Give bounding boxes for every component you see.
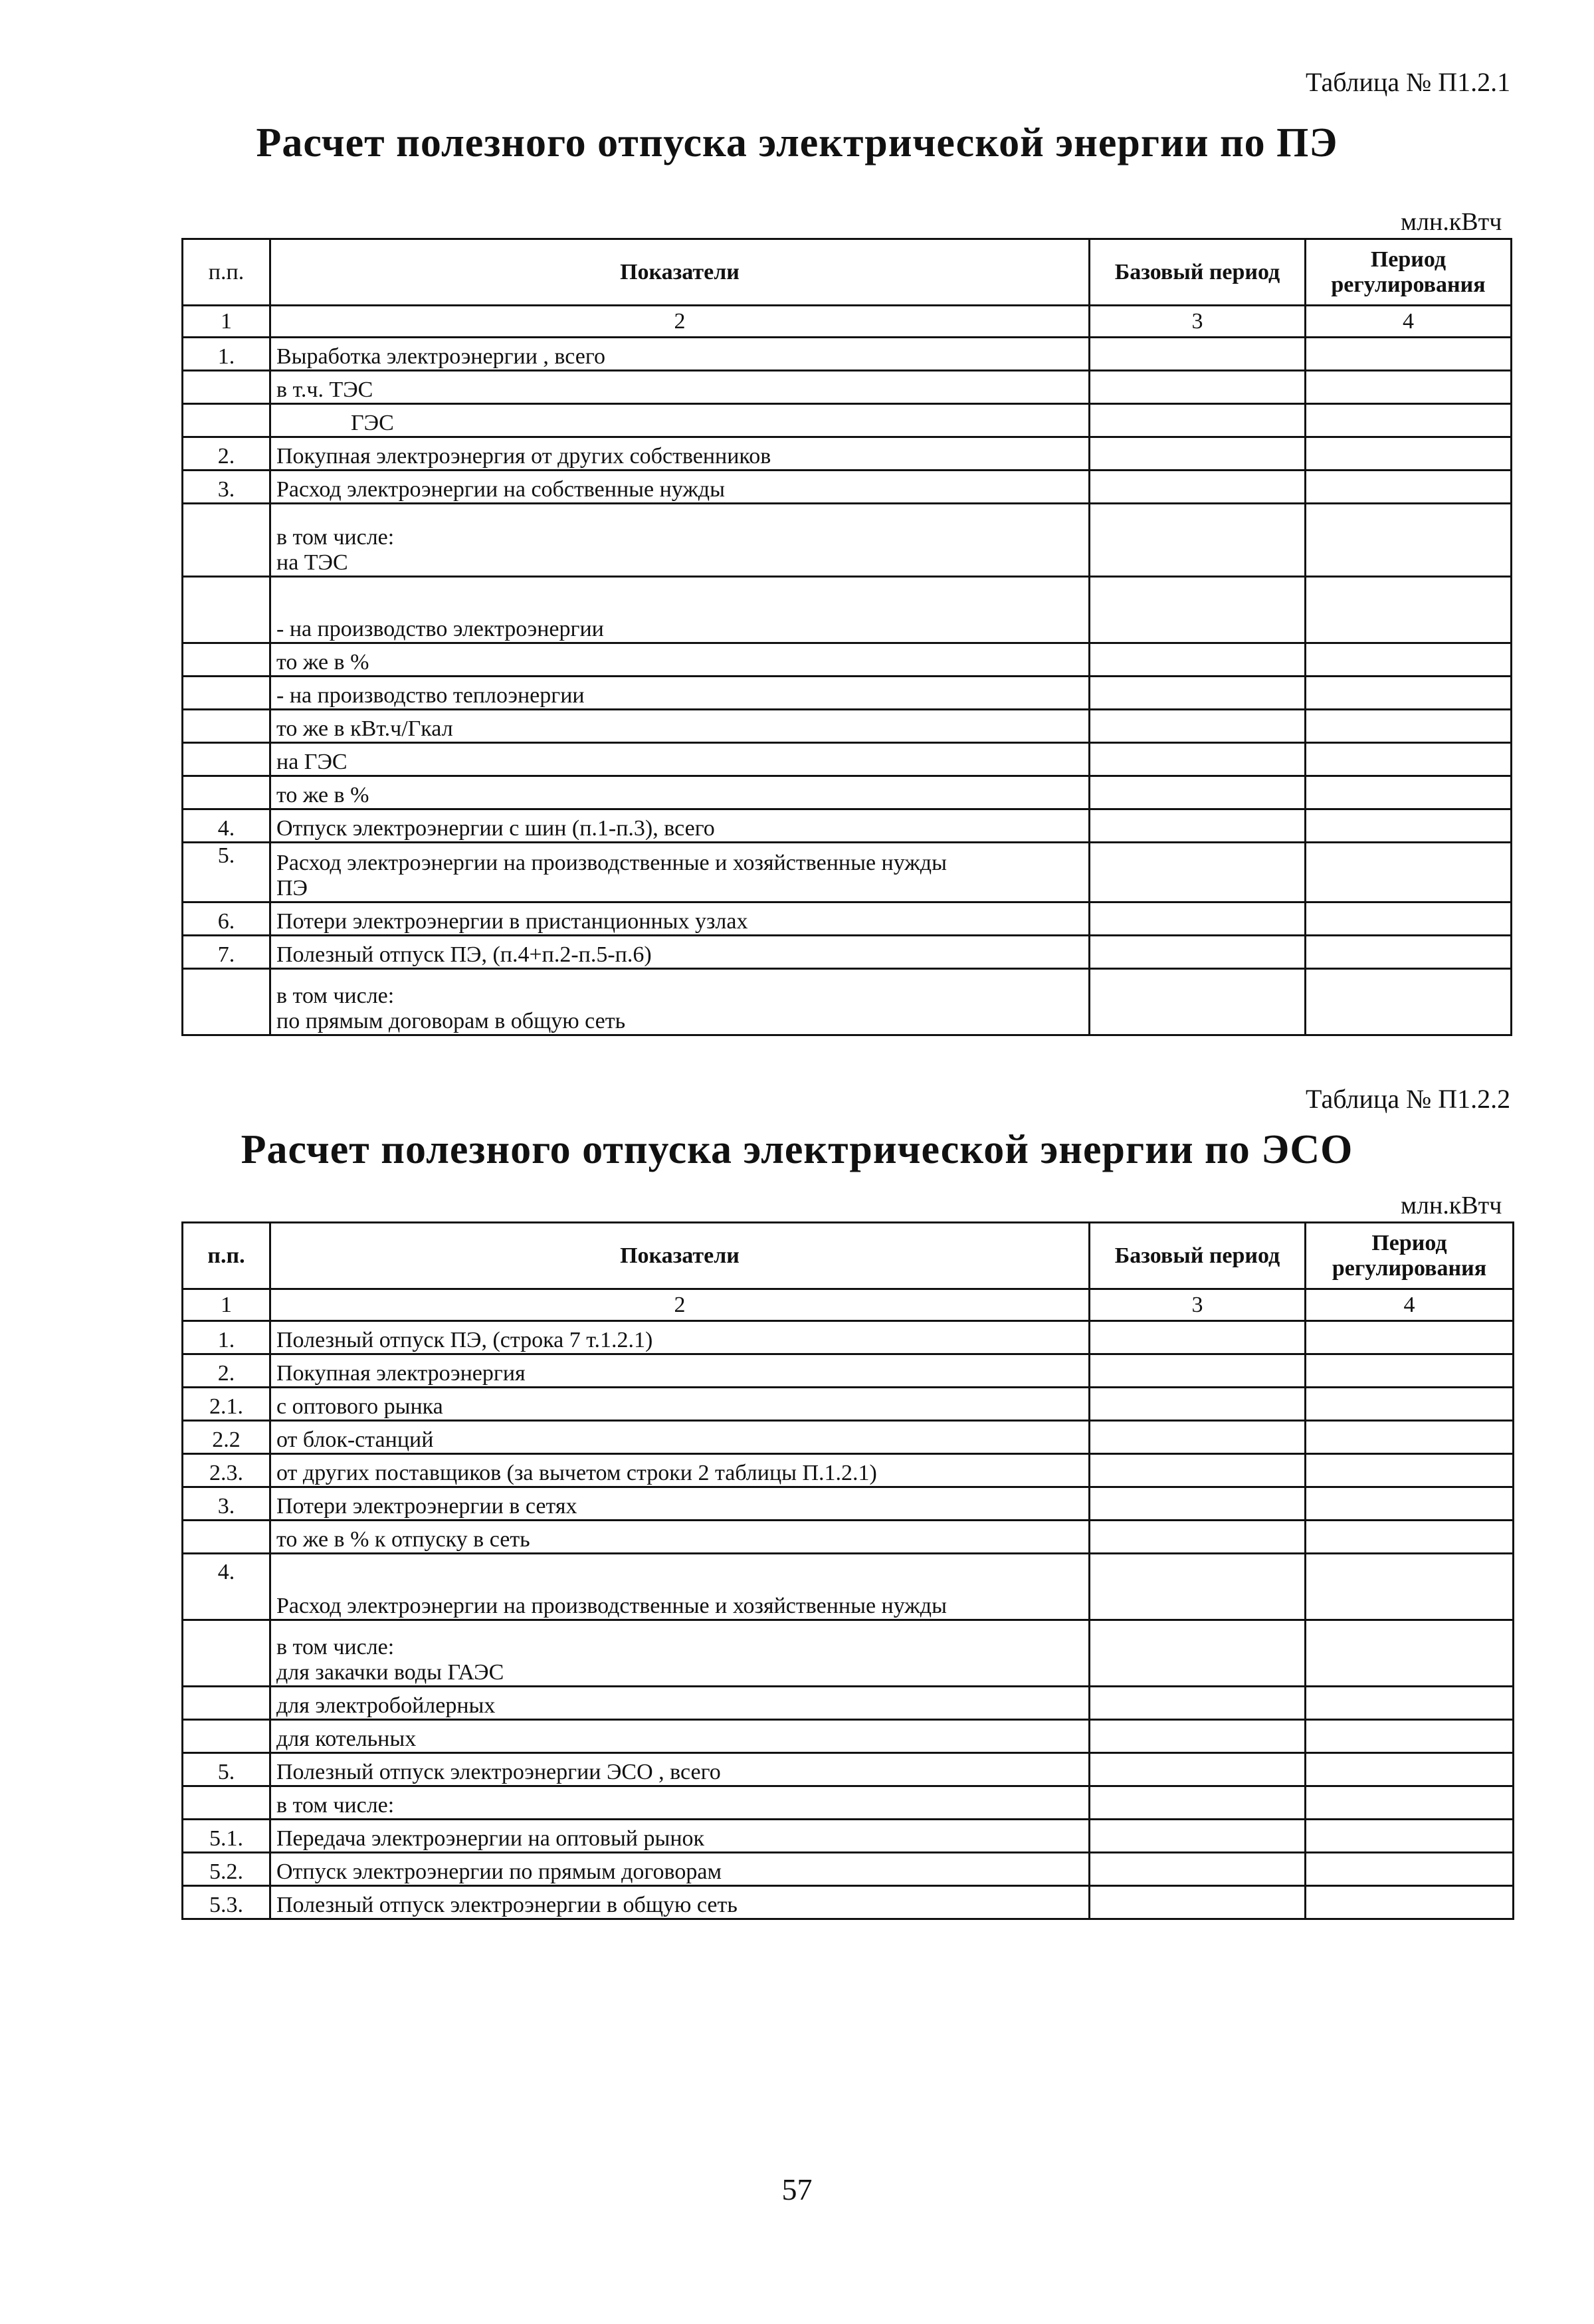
- table1-colnum-3: 3: [1090, 306, 1306, 338]
- regulation-value-cell: [1306, 471, 1512, 504]
- row-label: Выработка электроэнергии , всего: [270, 338, 1090, 371]
- regulation-value-cell: [1306, 643, 1512, 677]
- row-label: в том числе: по прямым договорам в общую сеть: [270, 969, 1090, 1035]
- table1-colnum-row: [183, 306, 1512, 338]
- table2: [181, 1221, 1514, 1920]
- table-row: [183, 437, 1512, 471]
- regulation-value-cell: [1306, 969, 1512, 1035]
- row-number: 5.1.: [183, 1820, 270, 1853]
- row-number: [183, 969, 270, 1035]
- row-label: Полезный отпуск электроэнергии ЭСО , всего: [270, 1753, 1090, 1786]
- row-label: Отпуск электроэнергии по прямым договорам: [270, 1853, 1090, 1886]
- page-number: 57: [781, 2172, 813, 2206]
- table-row: [183, 504, 1512, 577]
- regulation-value-cell: [1306, 1354, 1514, 1388]
- table2-header-base: Базовый период: [1090, 1223, 1306, 1289]
- table-row: [183, 743, 1512, 776]
- regulation-value-cell: [1306, 1421, 1514, 1454]
- table-row: [183, 710, 1512, 743]
- row-label: на ГЭС: [270, 743, 1090, 776]
- row-number: 2.2: [183, 1421, 270, 1454]
- table-row: [183, 1554, 1514, 1620]
- row-label: в т.ч. ТЭС: [270, 371, 1090, 404]
- base-value-cell: [1090, 843, 1306, 902]
- row-number: 7.: [183, 936, 270, 969]
- row-number: [183, 1720, 270, 1753]
- row-number: [183, 743, 270, 776]
- table1-header-regulation: Период регулирования: [1306, 239, 1512, 306]
- row-label: от блок-станций: [270, 1421, 1090, 1454]
- table-row: [183, 843, 1512, 902]
- regulation-value-cell: [1306, 338, 1512, 371]
- regulation-value-cell: [1306, 1753, 1514, 1786]
- row-label: в том числе: для закачки воды ГАЭС: [270, 1620, 1090, 1687]
- base-value-cell: [1090, 504, 1306, 577]
- row-number: [183, 504, 270, 577]
- row-number: 5.: [183, 843, 270, 902]
- row-number: 3.: [183, 471, 270, 504]
- row-number: [183, 371, 270, 404]
- row-number: 1.: [183, 338, 270, 371]
- row-label: то же в %: [270, 643, 1090, 677]
- base-value-cell: [1090, 1886, 1306, 1919]
- row-number: 1.: [183, 1321, 270, 1354]
- row-label: с оптового рынка: [270, 1388, 1090, 1421]
- base-value-cell: [1090, 710, 1306, 743]
- table2-colnum-2: 2: [270, 1289, 1090, 1321]
- table-row: [183, 1388, 1514, 1421]
- base-value-cell: [1090, 1454, 1306, 1487]
- table-row: [183, 776, 1512, 809]
- regulation-value-cell: [1306, 1786, 1514, 1820]
- base-value-cell: [1090, 1753, 1306, 1786]
- row-label: Покупная электроэнергия от других собственников: [270, 437, 1090, 471]
- base-value-cell: [1090, 936, 1306, 969]
- row-label: от других поставщиков (за вычетом строки 2 таблицы П.1.2.1): [270, 1454, 1090, 1487]
- table-row: [183, 371, 1512, 404]
- row-number: 5.: [183, 1753, 270, 1786]
- row-number: 2.: [183, 1354, 270, 1388]
- table-row: [183, 677, 1512, 710]
- table2-colnum-row: [183, 1289, 1514, 1321]
- table-row: [183, 1853, 1514, 1886]
- base-value-cell: [1090, 371, 1306, 404]
- table1-header-num: п.п.: [183, 239, 270, 306]
- regulation-value-cell: [1306, 504, 1512, 577]
- row-number: [183, 404, 270, 437]
- regulation-value-cell: [1306, 902, 1512, 936]
- table1-unit: млн.кВтч: [1401, 208, 1502, 236]
- table-row: [183, 577, 1512, 643]
- table-row: [183, 1786, 1514, 1820]
- table1-colnum-4: 4: [1306, 306, 1512, 338]
- regulation-value-cell: [1306, 809, 1512, 843]
- base-value-cell: [1090, 577, 1306, 643]
- regulation-value-cell: [1306, 776, 1512, 809]
- regulation-value-cell: [1306, 710, 1512, 743]
- table2-number: Таблица № П1.2.2: [1306, 1084, 1511, 1114]
- row-label: то же в кВт.ч/Гкал: [270, 710, 1090, 743]
- row-number: 4.: [183, 809, 270, 843]
- row-label: в том числе:: [270, 1786, 1090, 1820]
- row-number: [183, 1521, 270, 1554]
- table-row: [183, 338, 1512, 371]
- table-row: [183, 1421, 1514, 1454]
- regulation-value-cell: [1306, 1820, 1514, 1853]
- base-value-cell: [1090, 902, 1306, 936]
- base-value-cell: [1090, 1687, 1306, 1720]
- table-row: [183, 1521, 1514, 1554]
- table2-header-num: п.п.: [183, 1223, 270, 1289]
- table1: [181, 238, 1512, 1036]
- base-value-cell: [1090, 969, 1306, 1035]
- regulation-value-cell: [1306, 1687, 1514, 1720]
- base-value-cell: [1090, 1388, 1306, 1421]
- base-value-cell: [1090, 677, 1306, 710]
- base-value-cell: [1090, 1554, 1306, 1620]
- base-value-cell: [1090, 743, 1306, 776]
- table-row: [183, 404, 1512, 437]
- base-value-cell: [1090, 1820, 1306, 1853]
- regulation-value-cell: [1306, 1886, 1514, 1919]
- table2-header-row: [183, 1223, 1514, 1289]
- row-label: ГЭС: [270, 404, 1090, 437]
- base-value-cell: [1090, 1421, 1306, 1454]
- table-row: [183, 1720, 1514, 1753]
- row-label: Полезный отпуск ПЭ, (строка 7 т.1.2.1): [270, 1321, 1090, 1354]
- row-label: - на производство теплоэнергии: [270, 677, 1090, 710]
- table1-header-indicators: Показатели: [270, 239, 1090, 306]
- base-value-cell: [1090, 1853, 1306, 1886]
- row-label: для электробойлерных: [270, 1687, 1090, 1720]
- base-value-cell: [1090, 643, 1306, 677]
- row-number: [183, 710, 270, 743]
- regulation-value-cell: [1306, 577, 1512, 643]
- table-row: [183, 1886, 1514, 1919]
- table1-number: Таблица № П1.2.1: [1306, 67, 1511, 97]
- table-row: [183, 1354, 1514, 1388]
- regulation-value-cell: [1306, 1554, 1514, 1620]
- table-row: [183, 936, 1512, 969]
- row-label: Отпуск электроэнергии с шин (п.1-п.3), всего: [270, 809, 1090, 843]
- table-row: [183, 471, 1512, 504]
- table-row: [183, 969, 1512, 1035]
- row-number: 5.3.: [183, 1886, 270, 1919]
- base-value-cell: [1090, 437, 1306, 471]
- row-label: Потери электроэнергии в пристанционных узлах: [270, 902, 1090, 936]
- table-row: [183, 643, 1512, 677]
- regulation-value-cell: [1306, 404, 1512, 437]
- regulation-value-cell: [1306, 1620, 1514, 1687]
- table2-title: Расчет полезного отпуска электрической энергии по ЭСО: [241, 1127, 1353, 1172]
- table-row: [183, 1753, 1514, 1786]
- row-number: 6.: [183, 902, 270, 936]
- table-row: [183, 1321, 1514, 1354]
- base-value-cell: [1090, 1786, 1306, 1820]
- table1-header-base: Базовый период: [1090, 239, 1306, 306]
- row-label: то же в %: [270, 776, 1090, 809]
- row-number: [183, 577, 270, 643]
- regulation-value-cell: [1306, 843, 1512, 902]
- base-value-cell: [1090, 471, 1306, 504]
- table-row: [183, 809, 1512, 843]
- table2-header-regulation: Период регулирования: [1306, 1223, 1514, 1289]
- row-label: Полезный отпуск ПЭ, (п.4+п.2-п.5-п.6): [270, 936, 1090, 969]
- table-row: [183, 1620, 1514, 1687]
- row-label: Полезный отпуск электроэнергии в общую сеть: [270, 1886, 1090, 1919]
- regulation-value-cell: [1306, 1454, 1514, 1487]
- regulation-value-cell: [1306, 1321, 1514, 1354]
- row-label: Передача электроэнергии на оптовый рынок: [270, 1820, 1090, 1853]
- row-number: [183, 1786, 270, 1820]
- base-value-cell: [1090, 338, 1306, 371]
- row-label: для котельных: [270, 1720, 1090, 1753]
- base-value-cell: [1090, 1487, 1306, 1521]
- row-label: в том числе: на ТЭС: [270, 504, 1090, 577]
- table1-header-row: [183, 239, 1512, 306]
- table2-colnum-3: 3: [1090, 1289, 1306, 1321]
- row-number: [183, 1687, 270, 1720]
- regulation-value-cell: [1306, 371, 1512, 404]
- row-number: [183, 776, 270, 809]
- row-number: [183, 1620, 270, 1687]
- row-number: [183, 677, 270, 710]
- row-number: 2.3.: [183, 1454, 270, 1487]
- row-number: 2.: [183, 437, 270, 471]
- regulation-value-cell: [1306, 1853, 1514, 1886]
- base-value-cell: [1090, 1354, 1306, 1388]
- table-row: [183, 1487, 1514, 1521]
- row-label: - на производство электроэнергии: [270, 577, 1090, 643]
- row-label: Расход электроэнергии на собственные нужды: [270, 471, 1090, 504]
- regulation-value-cell: [1306, 1521, 1514, 1554]
- row-number: [183, 643, 270, 677]
- row-label: Покупная электроэнергия: [270, 1354, 1090, 1388]
- row-label: Потери электроэнергии в сетях: [270, 1487, 1090, 1521]
- base-value-cell: [1090, 1321, 1306, 1354]
- row-label: Расход электроэнергии на производственные и хозяйственные нужды ПЭ: [270, 843, 1090, 902]
- regulation-value-cell: [1306, 743, 1512, 776]
- table-row: [183, 902, 1512, 936]
- row-number: 4.: [183, 1554, 270, 1620]
- base-value-cell: [1090, 809, 1306, 843]
- row-number: 3.: [183, 1487, 270, 1521]
- table-row: [183, 1454, 1514, 1487]
- base-value-cell: [1090, 1620, 1306, 1687]
- regulation-value-cell: [1306, 677, 1512, 710]
- table1-colnum-2: 2: [270, 306, 1090, 338]
- table1-colnum-1: 1: [183, 306, 270, 338]
- table2-unit: млн.кВтч: [1401, 1192, 1502, 1219]
- row-label: то же в % к отпуску в сеть: [270, 1521, 1090, 1554]
- table2-header-indicators: Показатели: [270, 1223, 1090, 1289]
- table2-colnum-1: 1: [183, 1289, 270, 1321]
- table-row: [183, 1820, 1514, 1853]
- base-value-cell: [1090, 776, 1306, 809]
- row-number: 2.1.: [183, 1388, 270, 1421]
- base-value-cell: [1090, 404, 1306, 437]
- regulation-value-cell: [1306, 1388, 1514, 1421]
- base-value-cell: [1090, 1521, 1306, 1554]
- regulation-value-cell: [1306, 1487, 1514, 1521]
- regulation-value-cell: [1306, 1720, 1514, 1753]
- regulation-value-cell: [1306, 437, 1512, 471]
- table2-colnum-4: 4: [1306, 1289, 1514, 1321]
- row-number: 5.2.: [183, 1853, 270, 1886]
- table-row: [183, 1687, 1514, 1720]
- regulation-value-cell: [1306, 936, 1512, 969]
- row-label: Расход электроэнергии на производственные и хозяйственные нужды: [270, 1554, 1090, 1620]
- table1-title: Расчет полезного отпуска электрической энергии по ПЭ: [256, 120, 1338, 165]
- base-value-cell: [1090, 1720, 1306, 1753]
